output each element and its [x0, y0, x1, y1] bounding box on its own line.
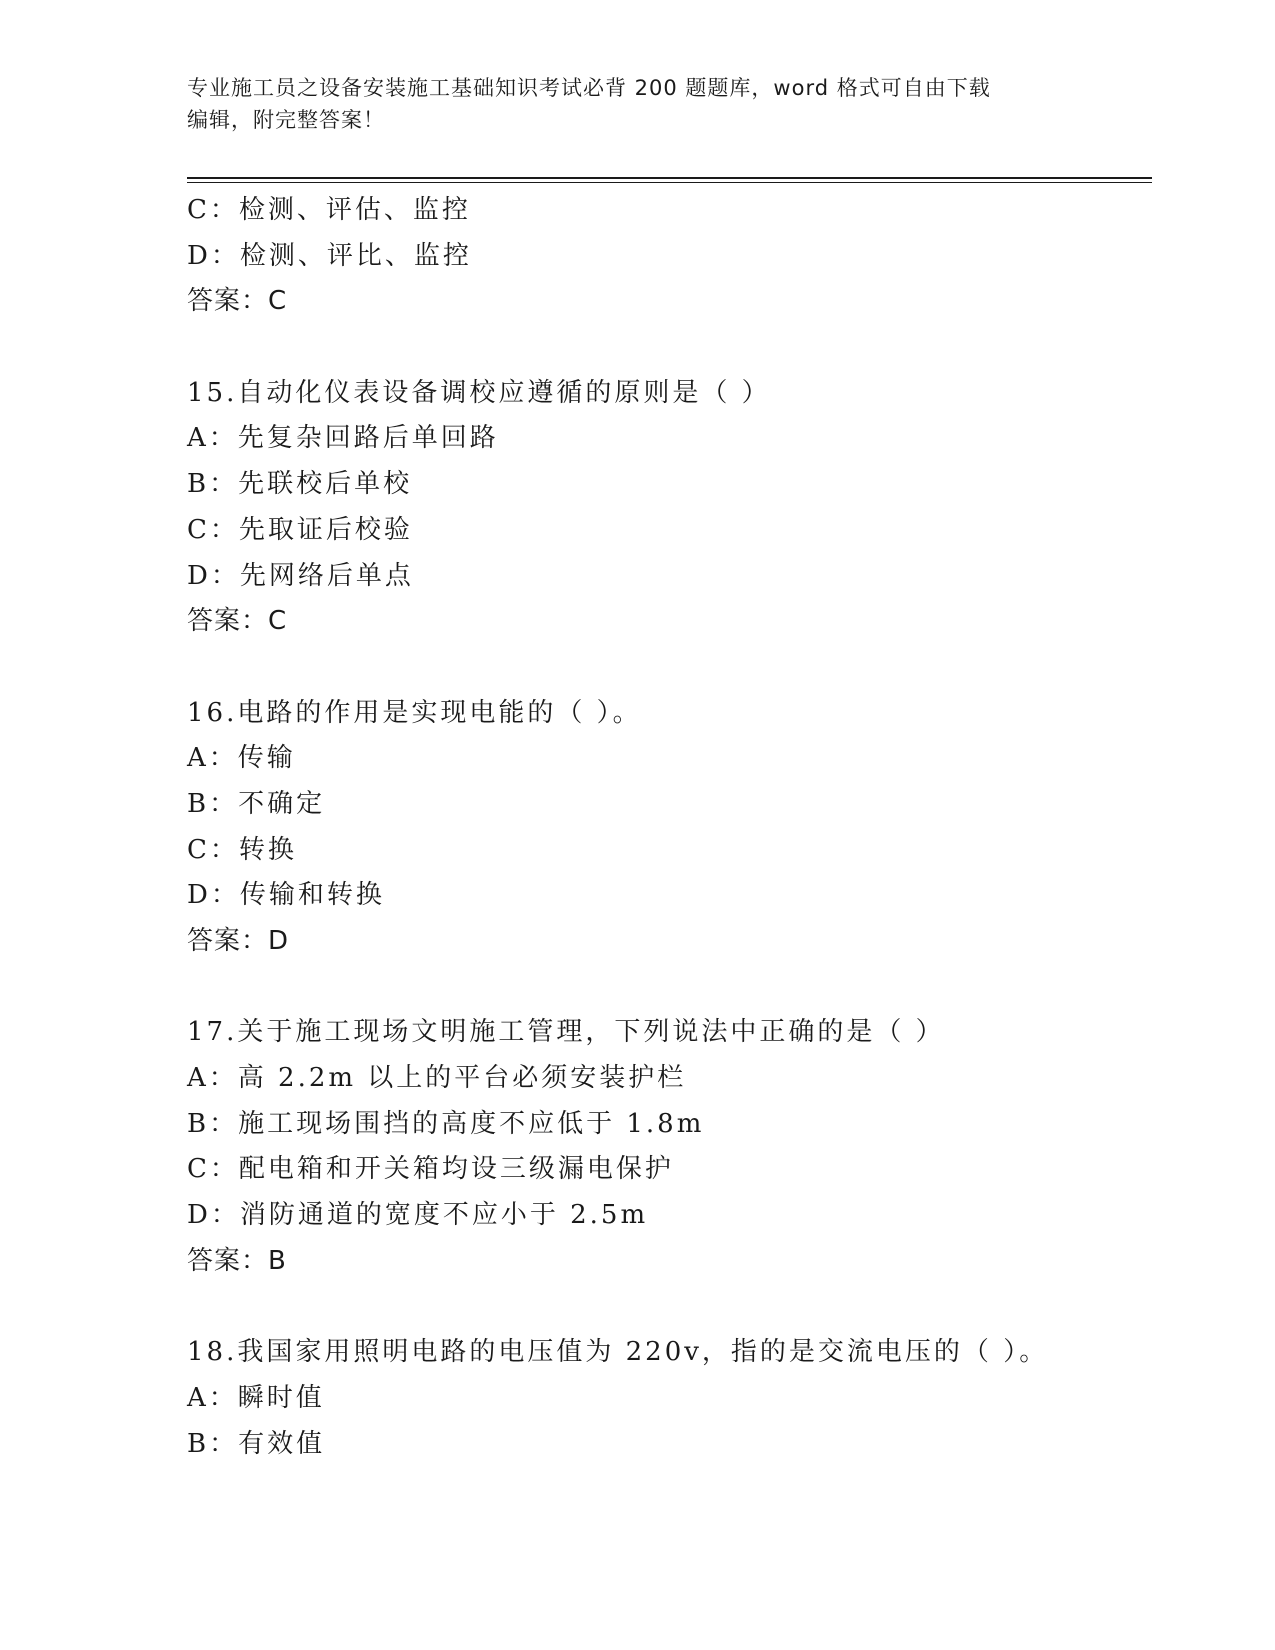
option-text: D：传输和转换 — [187, 880, 385, 911]
header-line-2: 编辑，附完整答案！ — [187, 108, 385, 132]
option-text: C：转换 — [187, 834, 297, 865]
option-text: B：有效值 — [187, 1428, 326, 1459]
question-text: 16.电路的作用是实现电能的（ ）。 — [187, 697, 642, 728]
option-text: A：瞬时值 — [187, 1382, 325, 1413]
header-line-1: 专业施工员之设备安装施工基础知识考试必背 200 题题库，word 格式可自由下载 — [187, 76, 991, 100]
option-text: C：先取证后校验 — [187, 514, 413, 545]
question-text: 15.自动化仪表设备调校应遵循的原则是（ ） — [187, 377, 771, 408]
document-header — [187, 72, 1087, 136]
spacer — [187, 645, 1147, 691]
option-text: A：传输 — [187, 743, 296, 774]
option-text: D：先网络后单点 — [187, 560, 414, 591]
option-text: C：配电箱和开关箱均设三级漏电保护 — [187, 1154, 674, 1185]
answer-text: 答案：D — [187, 926, 290, 956]
option-text: B：先联校后单校 — [187, 469, 413, 500]
option-text: D：检测、评比、监控 — [187, 240, 472, 271]
option-text: D：消防通道的宽度不应小于 2.5m — [187, 1200, 649, 1231]
question-text: 18.我国家用照明电路的电压值为 220v，指的是交流电压的（ ）。 — [187, 1337, 1049, 1368]
question-text: 17.关于施工现场文明施工管理，下列说法中正确的是（ ） — [187, 1017, 945, 1048]
option-text: B：施工现场围挡的高度不应低于 1.8m — [187, 1108, 705, 1139]
option-text: C：检测、评估、监控 — [187, 195, 471, 225]
spacer — [187, 325, 1147, 371]
spacer — [187, 1285, 1147, 1331]
option-text: A：高 2.2m 以上的平台必须安装护栏 — [187, 1063, 687, 1094]
option-text: A：先复杂回路后单回路 — [187, 423, 499, 454]
option-text: B：不确定 — [187, 788, 326, 819]
question-list — [187, 188, 1147, 1467]
answer-text: 答案：C — [187, 606, 288, 637]
spacer — [187, 965, 1147, 1011]
header-divider-thick — [187, 177, 1152, 179]
header-divider-thin — [187, 182, 1152, 183]
answer-text: 答案：B — [187, 1245, 287, 1276]
answer-text: 答案：C — [187, 286, 288, 317]
